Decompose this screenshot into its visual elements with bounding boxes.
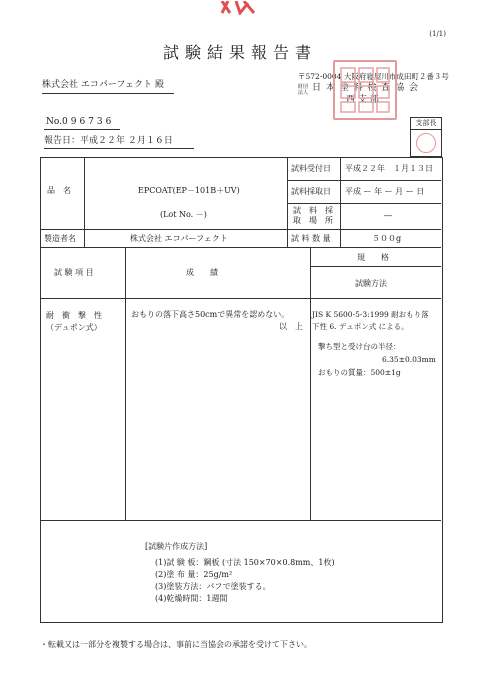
receipt-date-value: 平成２２年 １月１３日 [345,164,433,173]
preparation-item: (1)試 験 板：鋼板 (寸法 150×70×0.8mm、1枚) [155,558,335,567]
product-label: 品 名 [47,186,71,195]
test-result-line-1: おもりの落下高さ50cmで異常を認めない。 [131,310,290,319]
preparation-item: (4)乾燥時間：1週間 [155,594,228,603]
product-name: EPCOAT(EP－101B＋UV) [138,186,240,195]
issuer-seal [333,60,397,120]
report-number-underline [44,129,120,130]
header-test-method: 試験方法 [355,279,387,288]
report-date-underline [44,148,194,149]
approver-title: 支部長 [411,118,441,130]
report-date: 報告日：平成２２年 ２月１６日 [44,136,173,146]
test-result-end: 以 上 [279,322,303,331]
red-seal-mark [218,0,256,14]
spec-line-3: おもりの質量：500±1g [318,368,401,377]
maker-label: 製造者名 [44,234,76,243]
issuer-address: 〒572-0004 大阪府寝屋川市成田町２番３号 [298,72,449,81]
corp-label: 財団 法人 [298,84,309,96]
maker-value: 株式会社 エコパーフェクト [130,234,228,243]
header-test-item: 試 験 項 目 [54,268,94,277]
spec-line-2: 6.35±0.03mm [382,355,436,364]
main-table [40,157,443,623]
preparation-item: (3)塗装方法：パフで塗装する。 [155,582,271,591]
preparation-heading: [試験片作成方法] [145,542,208,551]
approver-box [410,117,442,157]
preparation-item: (2)塗 布 量：25g/m² [155,570,233,579]
issuer-branch: 西 支 部 [346,95,379,105]
sample-date-value: 平成 ー 年 ー 月 ー 日 [345,187,425,196]
seal-icon [335,62,395,118]
footer-note: ・転載又は一部分を複製する場合は、事前に当協会の承諾を受けて下さい。 [40,640,312,649]
test-method-line-2: 下性 6. デュポン式 による。 [312,322,409,331]
sample-place-label: 試 料 採 取 場 所 [293,206,333,225]
report-number: 096736 [62,117,115,127]
test-method-line-1: JIS K 5600-5-3:1999 耐おもり落 [312,310,429,319]
issuer-org-name: 日 本 塗 料 検 査 協 会 [312,83,420,93]
spec-line-1: 撃ち型と受け台の半径： [318,342,401,351]
test-item: 耐 衝 撃 性 （デュポン式） [46,311,102,332]
page-title: 試験結果報告書 [162,43,317,62]
quantity-value: ５００g [372,234,402,243]
sample-place-value: ― [384,211,392,220]
report-number-label: No. [46,117,62,127]
header-standard: 規 格 [357,253,389,262]
recipient: 株式会社 エコパーフェクト 殿 [42,80,164,90]
seal-icon [218,1,256,15]
lot-number: (Lot No. －) [160,210,207,219]
approver-stamp [416,133,436,153]
quantity-label: 試 料 数 量 [291,234,331,243]
sample-date-label: 試料採取日 [291,187,331,196]
recipient-underline [42,93,174,94]
receipt-date-label: 試料受付日 [291,164,331,173]
header-result: 成 績 [186,268,218,277]
page-number: (1/1) [429,30,446,38]
